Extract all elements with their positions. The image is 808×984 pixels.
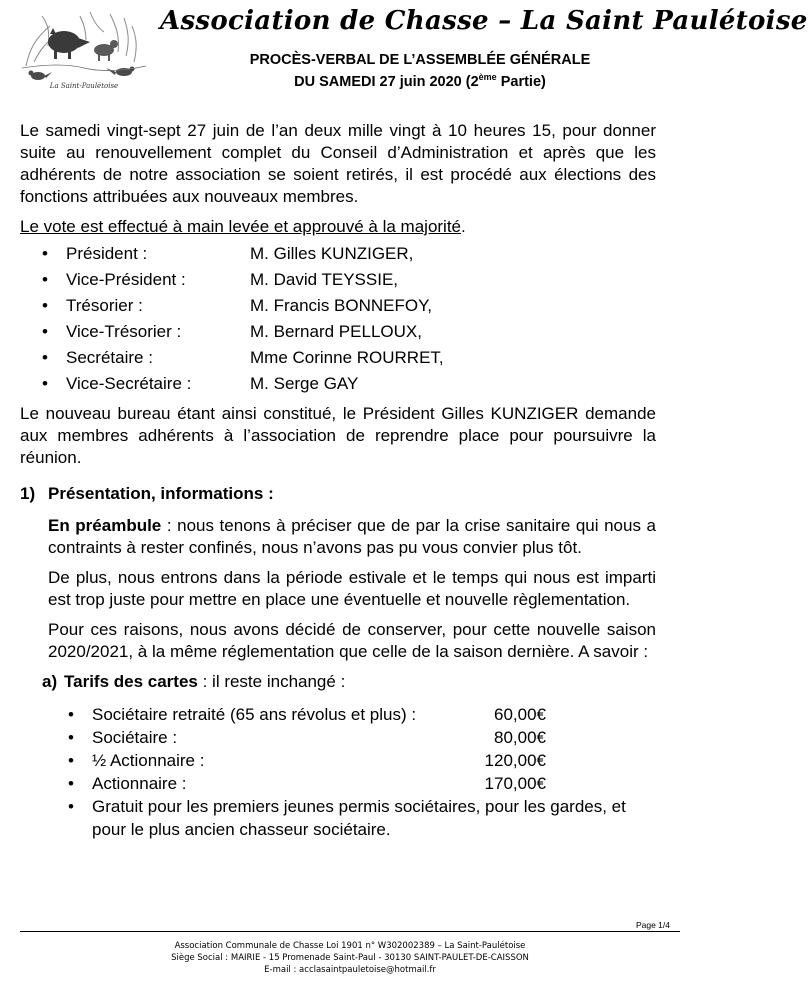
- preambule-text: : nous tenons à préciser que de par la crise sanitaire qui nous a contraints à rester confinés, nous n’avons pas pu vous convier plus tôt.: [48, 516, 656, 557]
- list-item: [20, 345, 656, 371]
- section-heading: [20, 483, 656, 505]
- section-title: Présentation, informations :: [48, 484, 274, 503]
- vote-text: Le vote est effectué à main levée et approuvé à la majorité: [20, 217, 462, 236]
- association-title: Association de Chasse – La Saint Paulétoise: [160, 6, 808, 36]
- intro-paragraph: Le samedi vingt-sept 27 juin de l’an deux mille vingt à 10 heures 15, pour donner suite au renouvellement complet du Conseil d’Administration et après que les adhérents de notre association se soient retirés, il est procédé aux élections des fonctions attribuées aux nouveaux membres.: [20, 121, 656, 206]
- officer-role: Président :: [66, 244, 148, 263]
- list-item: [20, 241, 656, 267]
- price-name: Sociétaire retraité (65 ans révolus et plus) :: [92, 705, 417, 724]
- officer-role: Trésorier :: [66, 296, 143, 315]
- price-name: ½ Actionnaire :: [92, 751, 205, 770]
- de-plus-paragraph: De plus, nous entrons dans la période estivale et le temps qui nous est imparti est trop juste pour mettre en place une éventuelle et nouvelle règlementation.: [48, 568, 656, 609]
- vote-period: .: [461, 217, 466, 236]
- price-name: Actionnaire :: [92, 774, 187, 793]
- officer-role: Secrétaire :: [66, 348, 153, 367]
- list-item: [20, 293, 656, 319]
- officer-name: M. Serge GAY: [250, 374, 359, 393]
- price-amount: 80,00€: [494, 728, 546, 747]
- footer-divider: [20, 931, 680, 932]
- subsection-number: a): [42, 672, 58, 691]
- list-item: [20, 795, 656, 841]
- bureau-paragraph: Le nouveau bureau étant ainsi constitué, le Président Gilles KUNZIGER demande aux membres adhérents à l’association de reprendre place pour poursuivre la réunion.: [20, 404, 656, 467]
- price-amount: 60,00€: [494, 705, 546, 724]
- footer-line-3: E-mail : acclasaintpauletoise@hotmail.fr: [264, 965, 436, 975]
- footer-line-1: Association Communale de Chasse Loi 1901 n° W302002389 – La Saint-Paulétoise: [174, 941, 526, 951]
- price-name: Sociétaire :: [92, 728, 178, 747]
- price-amount: 170,00€: [484, 774, 546, 793]
- preambule-paragraph: [48, 515, 656, 559]
- raisons-paragraph: Pour ces raisons, nous avons décidé de conserver, pour cette nouvelle saison 2020/2021, à la même réglementation que celle de la saison dernière. A savoir :: [48, 620, 656, 661]
- price-amount: 120,00€: [484, 751, 546, 770]
- list-item: [20, 267, 656, 293]
- officer-role: Vice-Trésorier :: [66, 322, 182, 341]
- officer-role: Vice-Secrétaire :: [66, 374, 192, 393]
- preambule-label: En préambule: [48, 516, 162, 535]
- meeting-date-end: Partie): [496, 73, 546, 90]
- list-item: [20, 749, 656, 772]
- subsection-title: Tarifs des cartes: [64, 672, 198, 691]
- document-title: PROCÈS-VERBAL DE L’ASSEMBLÉE GÉNÉRALE: [249, 52, 591, 68]
- officer-name: M. Francis BONNEFOY,: [250, 296, 432, 315]
- section-number: 1): [20, 484, 36, 503]
- officer-name: M. Gilles KUNZIGER,: [250, 244, 414, 263]
- footer: [20, 940, 680, 976]
- subsection-text: : il reste inchangé :: [197, 672, 346, 691]
- document-body: [20, 120, 656, 841]
- list-item: [20, 703, 656, 726]
- page-number: Page 1/4: [635, 920, 670, 930]
- officers-list: [20, 241, 656, 397]
- officer-name: M. David TEYSSIE,: [250, 270, 399, 289]
- free-text: Gratuit pour les premiers jeunes permis sociétaires, pour les gardes, et pour le plus ancien chasseur sociétaire.: [92, 797, 626, 839]
- officer-role: Vice-Président :: [66, 270, 186, 289]
- vote-statement: [20, 216, 656, 238]
- prices-list: [20, 703, 656, 841]
- meeting-date: [160, 72, 680, 90]
- officer-name: M. Bernard PELLOUX,: [250, 322, 422, 341]
- logo-caption: La Saint-Paulétoise: [49, 82, 119, 90]
- list-item: [20, 319, 656, 345]
- subsection-heading: [42, 671, 656, 693]
- footer-line-2: Siège Social : MAIRIE - 15 Promenade Saint-Paul - 30130 SAINT-PAULET-DE-CAISSON: [171, 953, 529, 963]
- list-item: [20, 371, 656, 397]
- officer-name: Mme Corinne ROURRET,: [250, 348, 444, 367]
- list-item: [20, 772, 656, 795]
- meeting-date-text: DU SAMEDI 27 juin 2020 (2: [294, 73, 479, 90]
- meeting-date-sup: ème: [478, 72, 497, 82]
- list-item: [20, 726, 656, 749]
- association-logo: [20, 6, 148, 92]
